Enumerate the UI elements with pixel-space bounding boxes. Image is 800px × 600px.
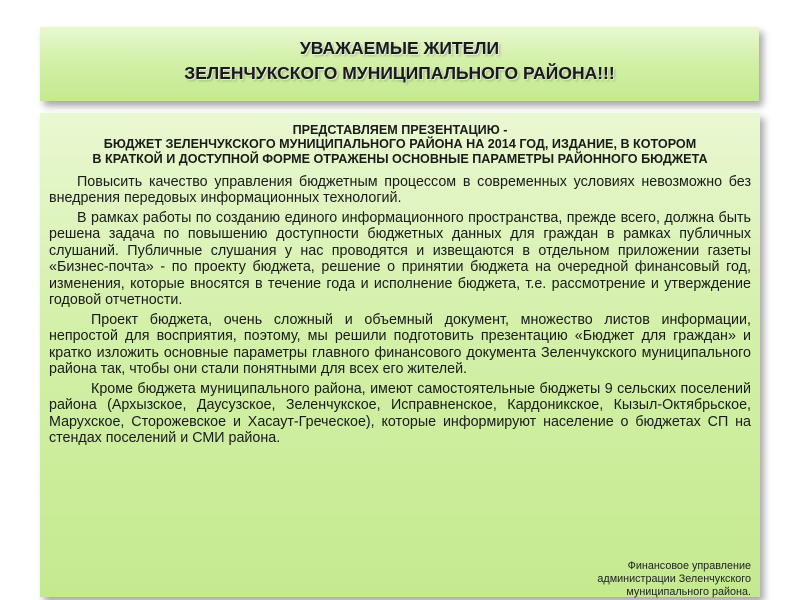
- content-panel: [40, 113, 760, 597]
- title-line-2: ЗЕЛЕНЧУКСКОГО МУНИЦИПАЛЬНОГО РАЙОНА!!!: [184, 63, 615, 83]
- paragraph-3: Проект бюджета, очень сложный и объемный документ, множество листов информации, непростой для восприятия, поэтому, мы решили подготовить презентацию «Бюджет для граждан» и кратко изложить основные параметры главного финансового документа Зеленчукского муниципального района так, чтобы они стали понятными для всех его жителей.: [49, 311, 751, 378]
- intro-heading: [63, 123, 737, 166]
- paragraph-2: В рамках работы по созданию единого информационного пространства, прежде всего, должна быть решена задача по повышению доступности бюджетных данных для граждан в рамках публичных слушаний. Публичные слушания у нас проводятся и извещаются в отдельном приложении газеты «Бизнес-почта» - по проекту бюджета, решение о принятии бюджета на очередной финансовый год, изменения, которые вносятся в течение года и исполнение бюджета, т.е. рассмотрение и утверждение годовой отчетности.: [49, 209, 751, 309]
- title-banner: [40, 27, 759, 101]
- footer-line-2: администрации Зеленчукского: [597, 573, 751, 585]
- footer-line-3: муниципального района.: [626, 586, 751, 598]
- intro-line-1: ПРЕДСТАВЛЯЕМ ПРЕЗЕНТАЦИЮ -: [292, 123, 508, 137]
- intro-line-2: БЮДЖЕТ ЗЕЛЕНЧУКСКОГО МУНИЦИПАЛЬНОГО РАЙОНА НА 2014 ГОД, ИЗДАНИЕ, В КОТОРОМ: [103, 137, 697, 152]
- footer-signature: [541, 560, 751, 599]
- body-text: [49, 174, 751, 447]
- title-line-1: УВАЖАЕМЫЕ ЖИТЕЛИ: [299, 38, 500, 58]
- intro-line-3: В КРАТКОЙ И ДОСТУПНОЙ ФОРМЕ ОТРАЖЕНЫ ОСНОВНЫЕ ПАРАМЕТРЫ РАЙОННОГО БЮДЖЕТА: [92, 151, 708, 166]
- paragraph-1: Повысить качество управления бюджетным процессом в современных условиях невозможно без внедрения передовых информационных технологий.: [49, 173, 751, 207]
- paragraph-4: Кроме бюджета муниципального района, имеют самостоятельные бюджеты 9 сельских поселений района (Архызское, Даусузское, Зеленчукское, Исправненское, Кардоникское, Кызыл-Октябрьское, Марухское, Сторожевское и Хасаут-Греческое), которые информируют население о бюджетах СП на стендах поселений и СМИ района.: [49, 380, 751, 447]
- footer-line-1: Финансовое управление: [627, 560, 751, 572]
